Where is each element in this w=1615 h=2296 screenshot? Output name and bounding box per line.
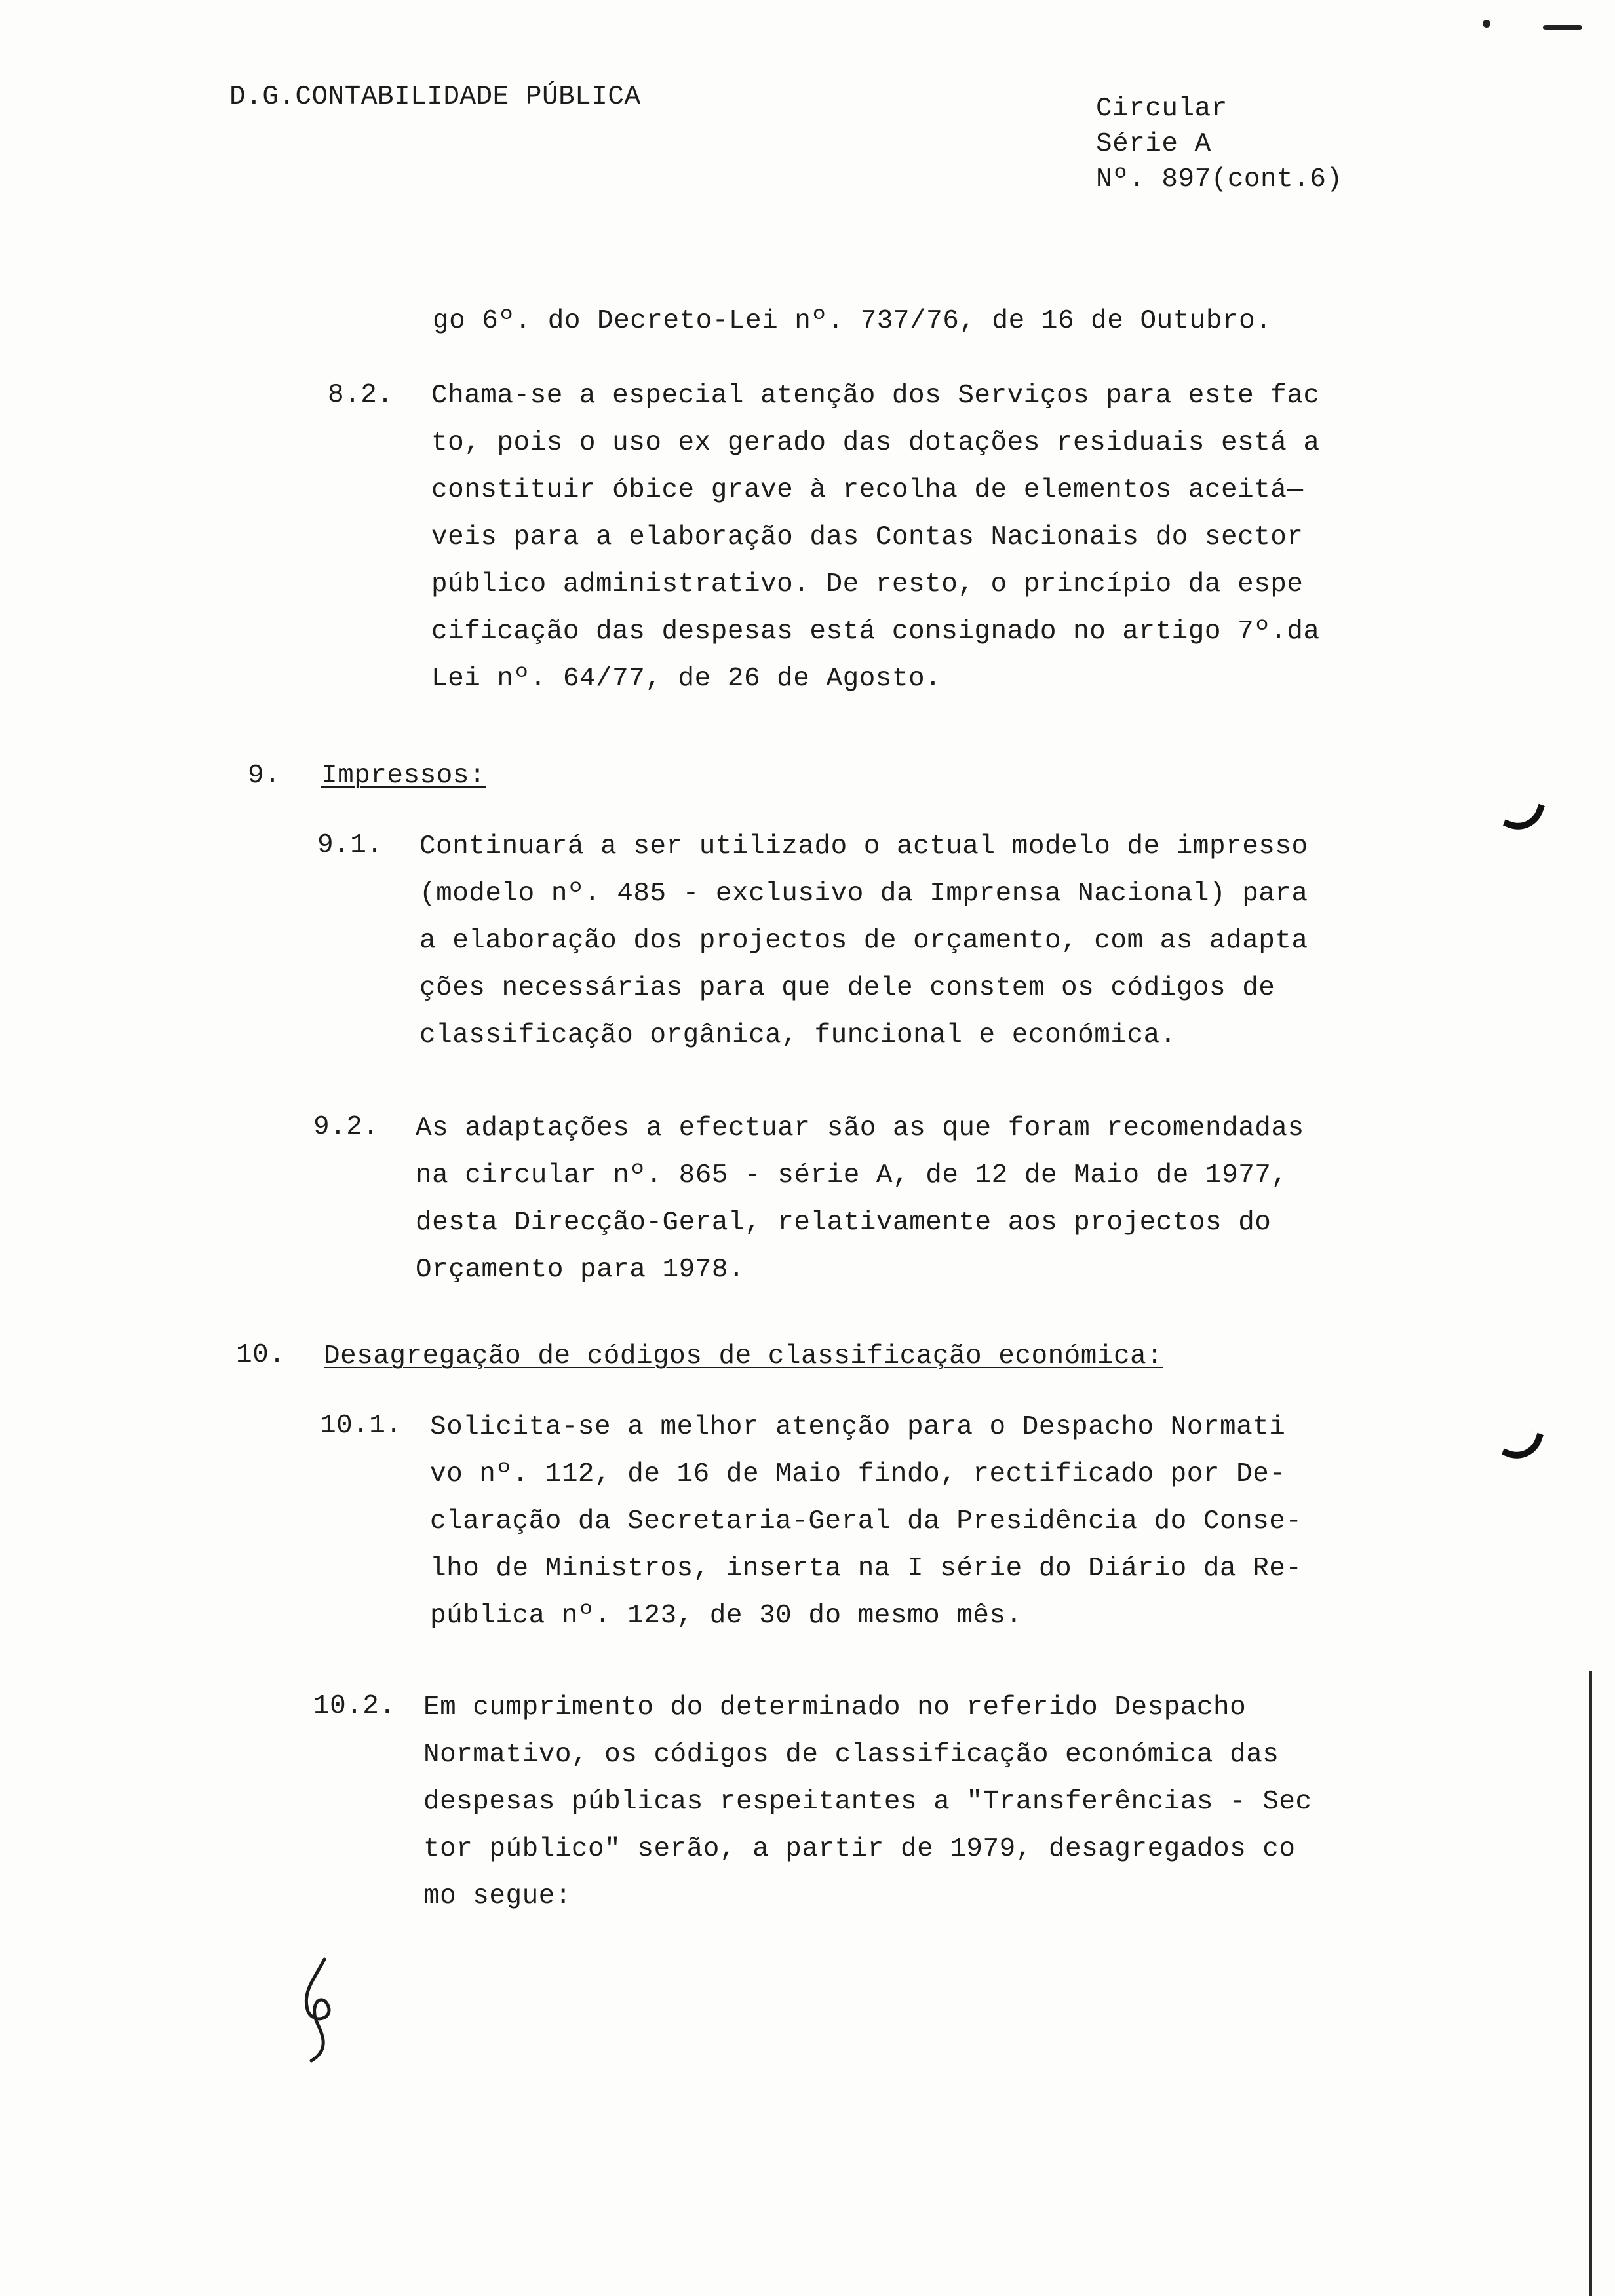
section-8-2-line-5: público administrativo. De resto, o princípio da espe	[431, 569, 1304, 600]
section-9-2-line-1: As adaptações a efectuar são as que foram recomendadas	[416, 1113, 1304, 1143]
scan-speck	[1483, 20, 1490, 28]
section-9-number: 9.	[248, 761, 281, 791]
section-10-2-line-1: Em cumprimento do determinado no referido Despacho	[423, 1693, 1247, 1723]
section-9-title: Impressos:	[321, 761, 486, 791]
section-9-1-line-5: classificação orgânica, funcional e económica.	[419, 1020, 1177, 1050]
section-8-2-line-4: veis para a elaboração das Contas Nacionais do sector	[431, 522, 1304, 552]
section-9-1-line-2: (modelo nº. 485 - exclusivo da Imprensa Nacional) para	[419, 879, 1308, 909]
section-10-1-line-5: pública nº. 123, de 30 do mesmo mês.	[430, 1601, 1022, 1631]
binder-mark-icon	[1502, 1424, 1544, 1466]
section-8-2-line-6: cificação das despesas está consignado no artigo 7º.da	[431, 617, 1320, 647]
section-10-1-line-4: lho de Ministros, inserta na I série do Diário da Re-	[430, 1554, 1302, 1584]
section-10-number: 10.	[236, 1340, 286, 1370]
serie-label: Série A	[1096, 129, 1211, 159]
section-9-2-line-3: desta Direcção-Geral, relativamente aos projectos do	[416, 1208, 1272, 1238]
section-10-2-line-3: despesas públicas respeitantes a "Transferências - Sec	[423, 1787, 1312, 1817]
org-header: D.G.CONTABILIDADE PÚBLICA	[229, 82, 641, 112]
section-10-title: Desagregação de códigos de classificação económica:	[324, 1341, 1163, 1371]
section-9-1-number: 9.1.	[317, 830, 383, 860]
page-edge-line	[1589, 1671, 1592, 2296]
section-9-2-number: 9.2.	[313, 1112, 379, 1142]
section-8-2-line-7: Lei nº. 64/77, de 26 de Agosto.	[431, 664, 942, 694]
section-10-1-line-2: vo nº. 112, de 16 de Maio findo, rectificado por De-	[430, 1459, 1286, 1489]
section-10-1-number: 10.1.	[320, 1411, 402, 1441]
section-8-2-line-2: to, pois o uso ex gerado das dotações residuais está a	[431, 428, 1320, 458]
section-9-1-line-1: Continuará a ser utilizado o actual modelo de impresso	[419, 832, 1308, 862]
section-10-2-number: 10.2.	[313, 1691, 396, 1721]
section-9-2-line-4: Orçamento para 1978.	[416, 1255, 745, 1285]
section-9-1-line-3: a elaboração dos projectos de orçamento, com as adapta	[419, 926, 1308, 956]
circular-number: Nº. 897(cont.6)	[1096, 164, 1343, 195]
continuation-line: go 6º. do Decreto-Lei nº. 737/76, de 16 de Outubro.	[433, 306, 1272, 336]
section-9-2-line-2: na circular nº. 865 - série A, de 12 de Maio de 1977,	[416, 1160, 1288, 1191]
section-8-2-number: 8.2.	[328, 380, 394, 410]
section-10-1-line-1: Solicita-se a melhor atenção para o Despacho Normati	[430, 1412, 1286, 1442]
section-10-2-line-5: mo segue:	[423, 1881, 572, 1911]
section-9-1-line-4: ções necessárias para que dele constem os códigos de	[419, 973, 1275, 1003]
section-10-2-line-2: Normativo, os códigos de classificação económica das	[423, 1740, 1279, 1770]
section-10-1-line-3: claração da Secretaria-Geral da Presidência do Conse-	[430, 1506, 1302, 1537]
scan-mark	[1543, 25, 1582, 30]
section-8-2-line-3: constituir óbice grave à recolha de elementos aceitá—	[431, 475, 1304, 505]
binder-mark-icon	[1503, 795, 1545, 837]
section-10-2-line-4: tor público" serão, a partir de 1979, desagregados co	[423, 1834, 1296, 1864]
section-8-2-line-1: Chama-se a especial atenção dos Serviços para este fac	[431, 381, 1320, 411]
circular-label: Circular	[1096, 94, 1228, 124]
handwritten-initial-icon	[288, 1953, 354, 2064]
